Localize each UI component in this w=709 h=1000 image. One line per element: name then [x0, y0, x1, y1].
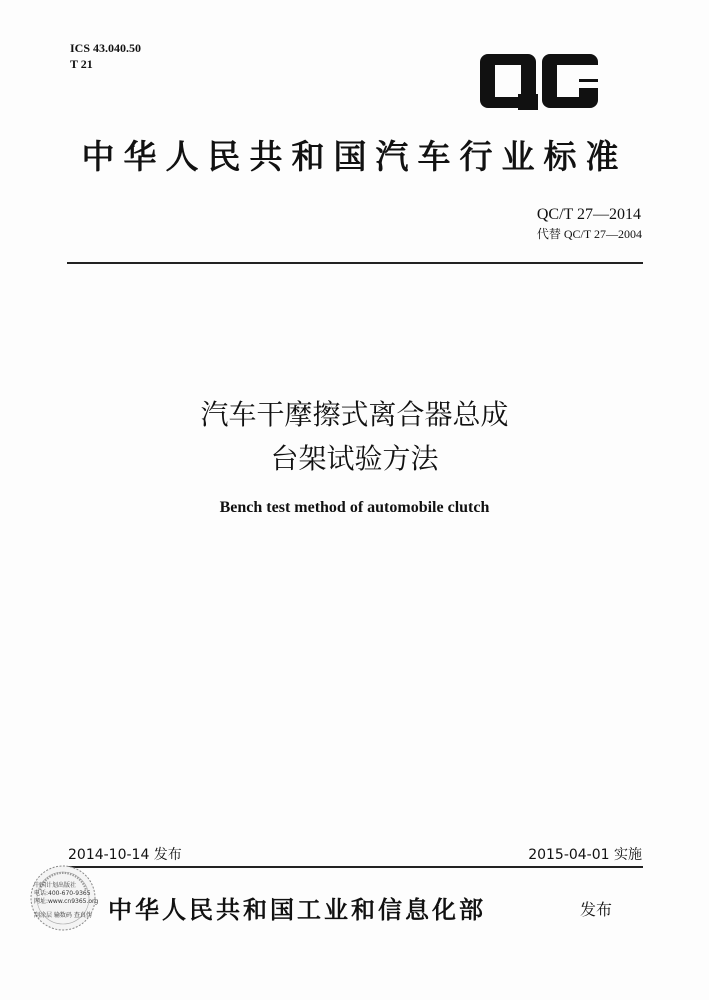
ics-code: ICS 43.040.50 — [70, 41, 142, 55]
stamp-publisher: 中国计划出版社 — [34, 882, 77, 889]
replaced-standard: 代替 QC/T 27—2004 — [536, 227, 642, 241]
publish-verb: 发布 — [580, 900, 613, 919]
publisher-name: 中华人民共和国工业和信息化部 — [108, 896, 486, 924]
qc-logo — [478, 50, 600, 112]
effective-date: 2015-04-01 实施 — [528, 847, 642, 863]
top-divider — [67, 262, 643, 264]
stamp-website: 网址:www.cn9365.org — [34, 898, 99, 905]
classification-codes — [70, 40, 141, 72]
issue-date: 2014-10-14 发布 — [68, 847, 182, 863]
standard-code: QC/T 27—2014 — [536, 206, 642, 223]
industry-standard-heading: 中华人民共和国汽车行业标准 — [81, 137, 628, 176]
bottom-divider — [67, 866, 643, 868]
english-title: Bench test method of automobile clutch — [219, 499, 490, 516]
ccs-code: T 21 — [70, 57, 93, 71]
chinese-title-line-1: 汽车干摩擦式离合器总成 — [200, 398, 509, 431]
standard-number-block — [537, 205, 642, 243]
stamp-phone: 电话:400-670-9365 — [34, 890, 91, 897]
stamp-footer: 刮涂层 输数码 查真伪 — [34, 912, 92, 919]
chinese-title-line-2: 台架试验方法 — [270, 442, 439, 475]
chinese-title — [0, 393, 709, 481]
stamp-text — [34, 882, 98, 920]
